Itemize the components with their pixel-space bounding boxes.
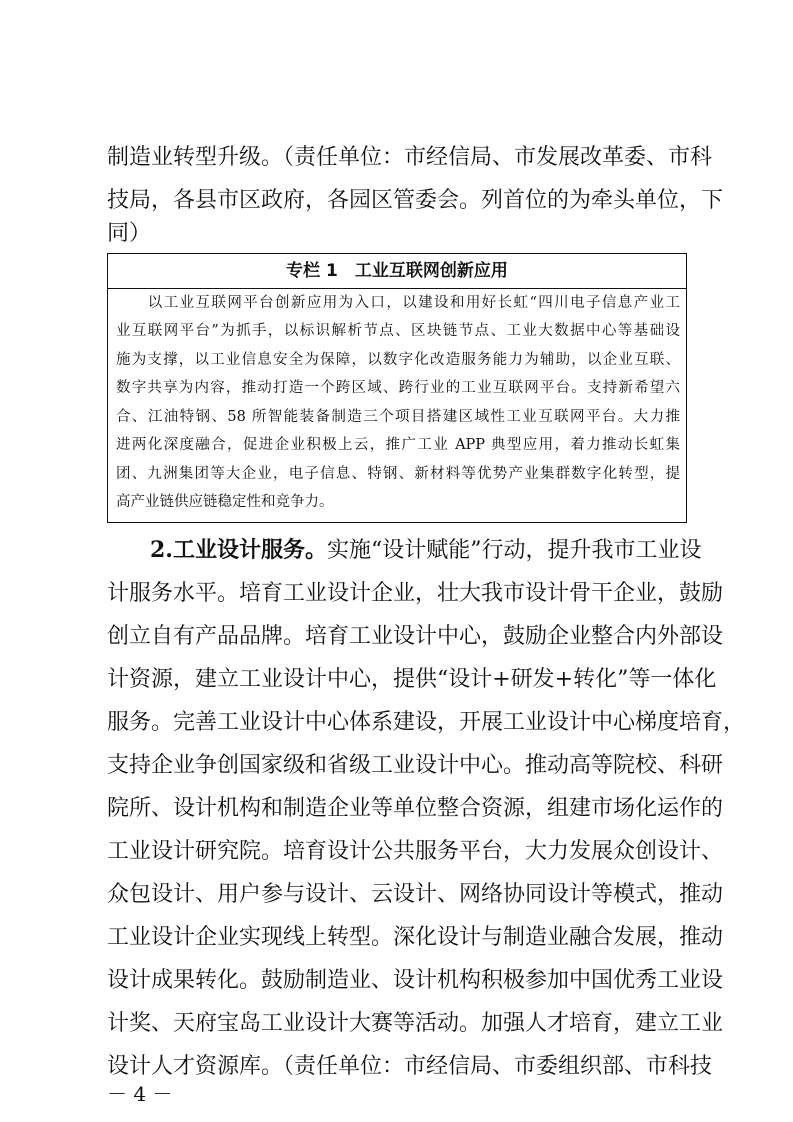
section-line <box>107 918 724 958</box>
sidebar-line: 业互联网平台”为抓手，以标识解析节点、区块链节点、工业大数据中心等基础设 <box>116 323 680 339</box>
section-line <box>107 789 724 829</box>
section-line-text: 计奖、天府宝岛工业设计大赛等活动。加强人才培育，建立工业 <box>107 1011 724 1036</box>
section-first-line-content <box>150 530 702 571</box>
section-line-text: 众包设计、用户参与设计、云设计、网络协同设计等模式，推动 <box>107 882 724 907</box>
sidebar-line: 团、九洲集团等大企业，电子信息、特钢、新材料等优势产业集群数字化转型，提 <box>116 466 680 482</box>
section-line-text: 计服务水平。培育工业设计企业，壮大我市设计骨干企业，鼓励 <box>107 581 724 606</box>
section-line <box>107 875 724 915</box>
section-line-text: 服务。完善工业设计中心体系建设，开展工业设计中心梯度培育， <box>107 710 746 735</box>
section-line-text: 创立自有产品品牌。培育工业设计中心，鼓励企业整合内外部设 <box>107 624 724 649</box>
intro-line-3 <box>107 214 689 254</box>
section-heading: 2.工业设计服务。 <box>150 537 327 563</box>
section-line <box>107 832 724 872</box>
section-line-text: 院所、设计机构和制造企业等单位整合资源，组建市场化运作的 <box>107 796 724 821</box>
sidebar-line: 数字共享为内容，推动打造一个跨区域、跨行业的工业互联网平台。支持新希望六 <box>116 380 680 396</box>
section-line <box>107 574 724 614</box>
sidebar-title: 专栏 1 工业互联网创新应用 <box>108 254 686 289</box>
sidebar-line: 高产业链供应链稳定性和竞争力。 <box>116 494 334 510</box>
section-line-text: 设计人才资源库。（责任单位：市经信局、市委组织部、市科技 <box>107 1054 713 1079</box>
section-line-text: 支持企业争创国家级和省级工业设计中心。推动高等院校、科研 <box>107 753 724 778</box>
page-number: － 4 － <box>107 1082 173 1106</box>
intro-line-1-text: 制造业转型升级。（责任单位：市经信局、市发展改革委、市科 <box>107 145 713 170</box>
section-line <box>107 703 746 743</box>
sidebar-line: 合、江油特钢、58 所智能装备制造三个项目搭建区域性工业互联网平台。大力推 <box>116 409 680 425</box>
section-line <box>107 1047 713 1087</box>
section-first-line-rest: 实施“设计赋能”行动，提升我市工业设 <box>326 538 702 563</box>
intro-line-3-text: 同） <box>107 221 152 246</box>
section-first-line <box>150 530 702 570</box>
section-line <box>107 617 724 657</box>
intro-line-2-text: 技局，各县市区政府，各园区管委会。列首位的为牵头单位，下 <box>107 188 724 213</box>
sidebar-box <box>107 253 687 523</box>
section-line <box>107 1004 724 1044</box>
sidebar-line: 进两化深度融合，促进企业积极上云，推广工业 APP 典型应用，着力推动长虹集 <box>116 437 680 453</box>
section-line-text: 工业设计研究院。培育设计公共服务平台，大力发展众创设计、 <box>107 839 724 864</box>
sidebar-line: 以工业互联网平台创新应用为入口，以建设和用好长虹“四川电子信息产业工 <box>116 295 680 311</box>
section-line <box>107 746 724 786</box>
section-line <box>107 961 724 1001</box>
section-line-text: 设计成果转化。鼓励制造业、设计机构积极参加中国优秀工业设 <box>107 968 724 993</box>
section-line <box>107 660 717 700</box>
section-line-text: 工业设计企业实现线上转型。深化设计与制造业融合发展，推动 <box>107 925 724 950</box>
sidebar-line: 施为支撑，以工业信息安全为保障，以数字化改造服务能力为辅助，以企业互联、 <box>116 352 680 368</box>
intro-line-1 <box>107 138 713 178</box>
section-line-text: 计资源，建立工业设计中心，提供“设计+研发+转化”等一体化 <box>107 667 717 692</box>
